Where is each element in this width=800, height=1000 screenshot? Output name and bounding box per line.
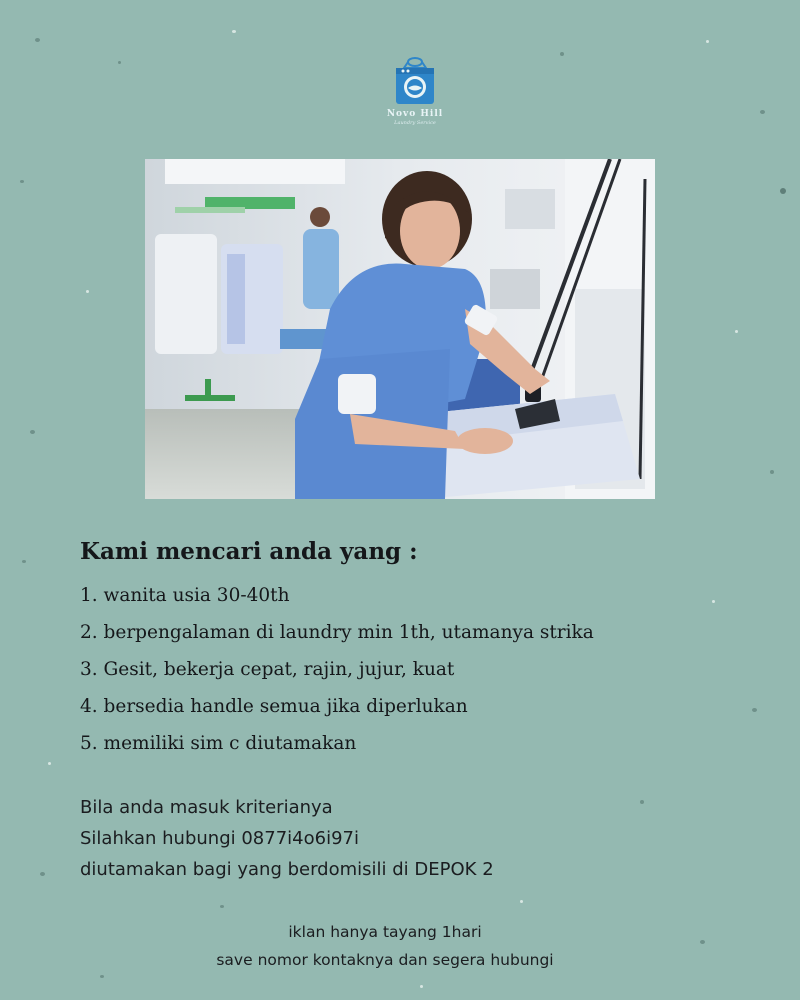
speck [752, 708, 757, 712]
speck [22, 560, 26, 563]
speck [760, 110, 765, 114]
speck [640, 800, 644, 804]
requirement-item: 4. bersedia handle semua jika diperlukan [80, 696, 468, 717]
speck [770, 470, 774, 474]
footer-line-save: save nomor kontaknya dan segera hubungi [216, 951, 554, 969]
logo-name: Novo Hill [386, 109, 444, 119]
footer-note [0, 918, 770, 974]
speck [735, 330, 738, 333]
heading: Kami mencari anda yang : [80, 538, 418, 565]
speck [20, 180, 24, 183]
speck [48, 762, 51, 765]
speck [35, 38, 40, 42]
requirement-item: 5. memiliki sim c diutamakan [80, 733, 357, 754]
requirement-item: 3. Gesit, bekerja cepat, rajin, jujur, kuat [80, 659, 455, 680]
speck [420, 985, 423, 988]
contact-line-phone: Silahkan hubungi 0877i4o6i97i [80, 828, 359, 849]
laundry-worker-ironing-photo [145, 159, 655, 499]
contact-line-domicile: diutamakan bagi yang berdomisili di DEPOK 2 [80, 859, 494, 880]
speck [560, 52, 564, 56]
requirement-item: 1. wanita usia 30-40th [80, 585, 290, 606]
footer-line-duration: iklan hanya tayang 1hari [288, 923, 482, 941]
logo-tagline: Laundry Service [394, 120, 436, 126]
speck [86, 290, 89, 293]
speck [232, 30, 236, 33]
speck [520, 900, 523, 903]
requirements-list [80, 577, 594, 762]
speck [220, 905, 224, 908]
speck [712, 600, 715, 603]
contact-line-criteria: Bila anda masuk kriterianya [80, 797, 333, 818]
contact-info [80, 792, 494, 885]
logo [380, 55, 450, 126]
speck [118, 61, 121, 64]
requirement-item: 2. berpengalaman di laundry min 1th, utamanya strika [80, 622, 594, 643]
speck [40, 872, 45, 876]
speck [30, 430, 35, 434]
speck [100, 975, 104, 978]
washing-machine-icon [393, 55, 437, 107]
speck [780, 188, 786, 194]
speck [706, 40, 709, 43]
photo-illustration [145, 159, 655, 499]
